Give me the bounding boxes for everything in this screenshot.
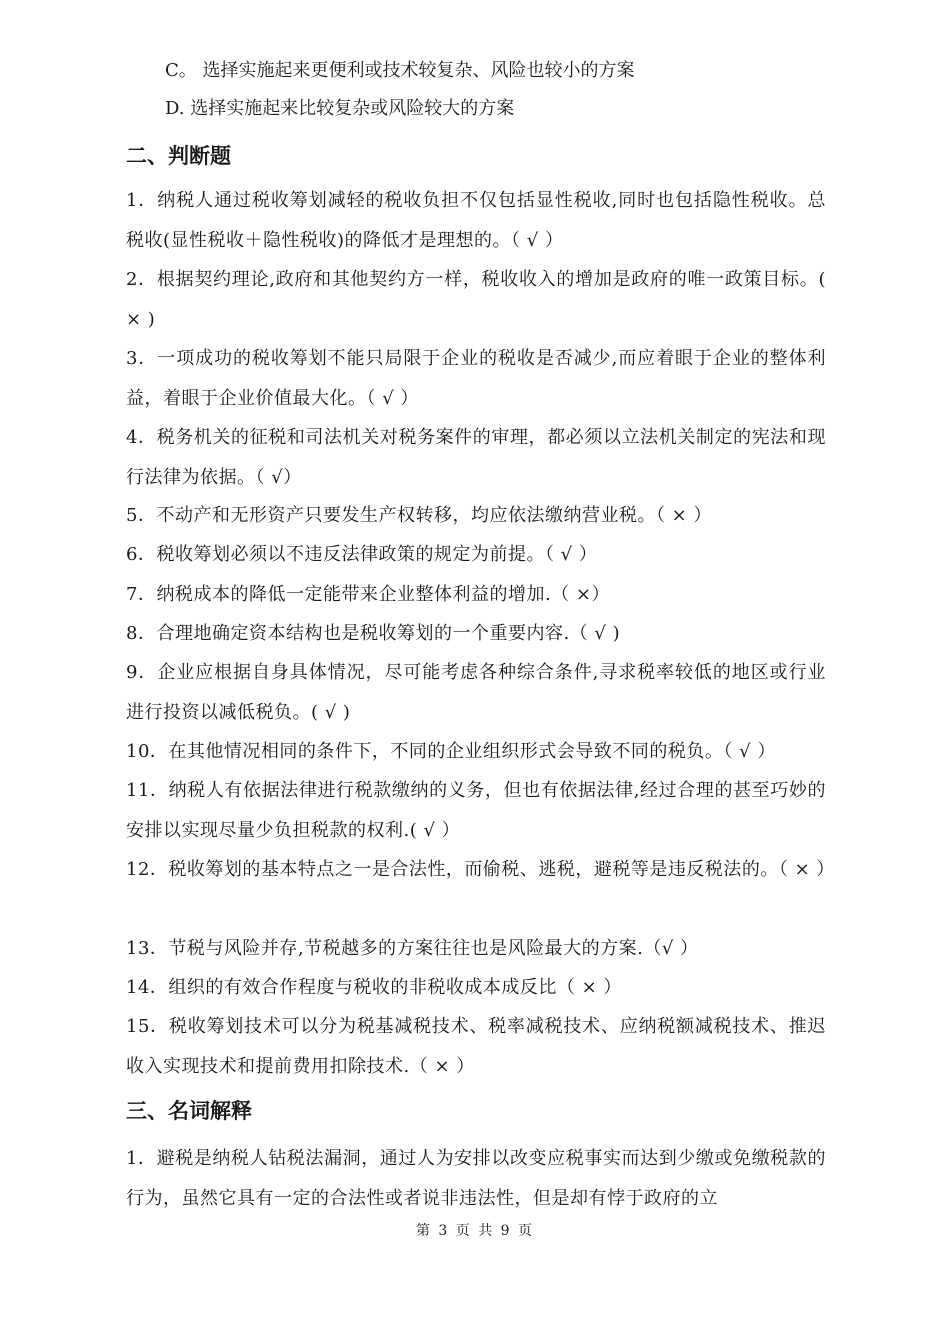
question-8: 8．合理地确定资本结构也是税收筹划的一个重要内容.（ √ ) (126, 623, 621, 644)
question-6: 6．税收筹划必须以不违反法律政策的规定为前提。（ √ ） (126, 544, 598, 565)
question-2: 2．根据契约理论,政府和其他契约方一样，税收收入的增加是政府的唯一政策目标。( × ) (126, 269, 826, 330)
question-12: 12．税收筹划的基本特点之一是合法性，而偷税、逃税，避税等是违反税法的。（ × ） (126, 859, 835, 880)
section-heading-terms: 三、名词解释 (126, 1099, 252, 1123)
question-15: 15．税收筹划技术可以分为税基减税技术、税率减税技术、应纳税额减税技术、推迟收入实现技术和提前费用扣除技术.（ × ） (126, 1016, 826, 1077)
question-3: 3．一项成功的税收筹划不能只局限于企业的税收是否减少,而应着眼于企业的整体利益，着眼于企业价值最大化。（ √ ） (126, 348, 826, 409)
page-footer: 第 3 页 共 9 页 (415, 1223, 535, 1239)
term-1: 1．避税是纳税人钻税法漏洞，通过人为安排以改变应税事实而达到少缴或免缴税款的行为，虽然它具有一定的合法性或者说非违法性，但是却有悖于政府的立 (126, 1148, 826, 1209)
question-7: 7．纳税成本的降低一定能带来企业整体利益的增加.（ ×） (126, 584, 610, 605)
question-5: 5．不动产和无形资产只要发生产权转移，均应依法缴纳营业税。（ × ） (126, 505, 712, 526)
question-13: 13．节税与风险并存,节税越多的方案往往也是风险最大的方案.（√ ） (126, 938, 699, 959)
question-11: 11．纳税人有依据法律进行税款缴纳的义务，但也有依据法律,经过合理的甚至巧妙的安排以实现尽量少负担税款的权利.( √ ） (126, 780, 826, 841)
question-4: 4．税务机关的征税和司法机关对税务案件的审理，都必须以立法机关制定的宪法和现行法律为依据。（ √） (126, 427, 826, 488)
question-10: 10．在其他情况相同的条件下，不同的企业组织形式会导致不同的税负。（ √ ） (126, 741, 776, 762)
question-1: 1．纳税人通过税收筹划减轻的税收负担不仅包括显性税收,同时也包括隐性税收。总税收(显性税收＋隐性税收)的降低才是理想的。（ √ ） (126, 190, 826, 251)
question-14: 14．组织的有效合作程度与税收的非税收成本成反比（ × ） (126, 977, 622, 998)
question-9: 9．企业应根据自身具体情况，尽可能考虑各种综合条件,寻求税率较低的地区或行业进行投资以减低税负。( √ ) (126, 662, 826, 723)
option-d: D. 选择实施起来比较复杂或风险较大的方案 (165, 98, 515, 119)
option-c: C。 选择实施起来更便利或技术较复杂、风险也较小的方案 (165, 60, 635, 81)
section-heading-judgement: 二、判断题 (126, 144, 231, 168)
